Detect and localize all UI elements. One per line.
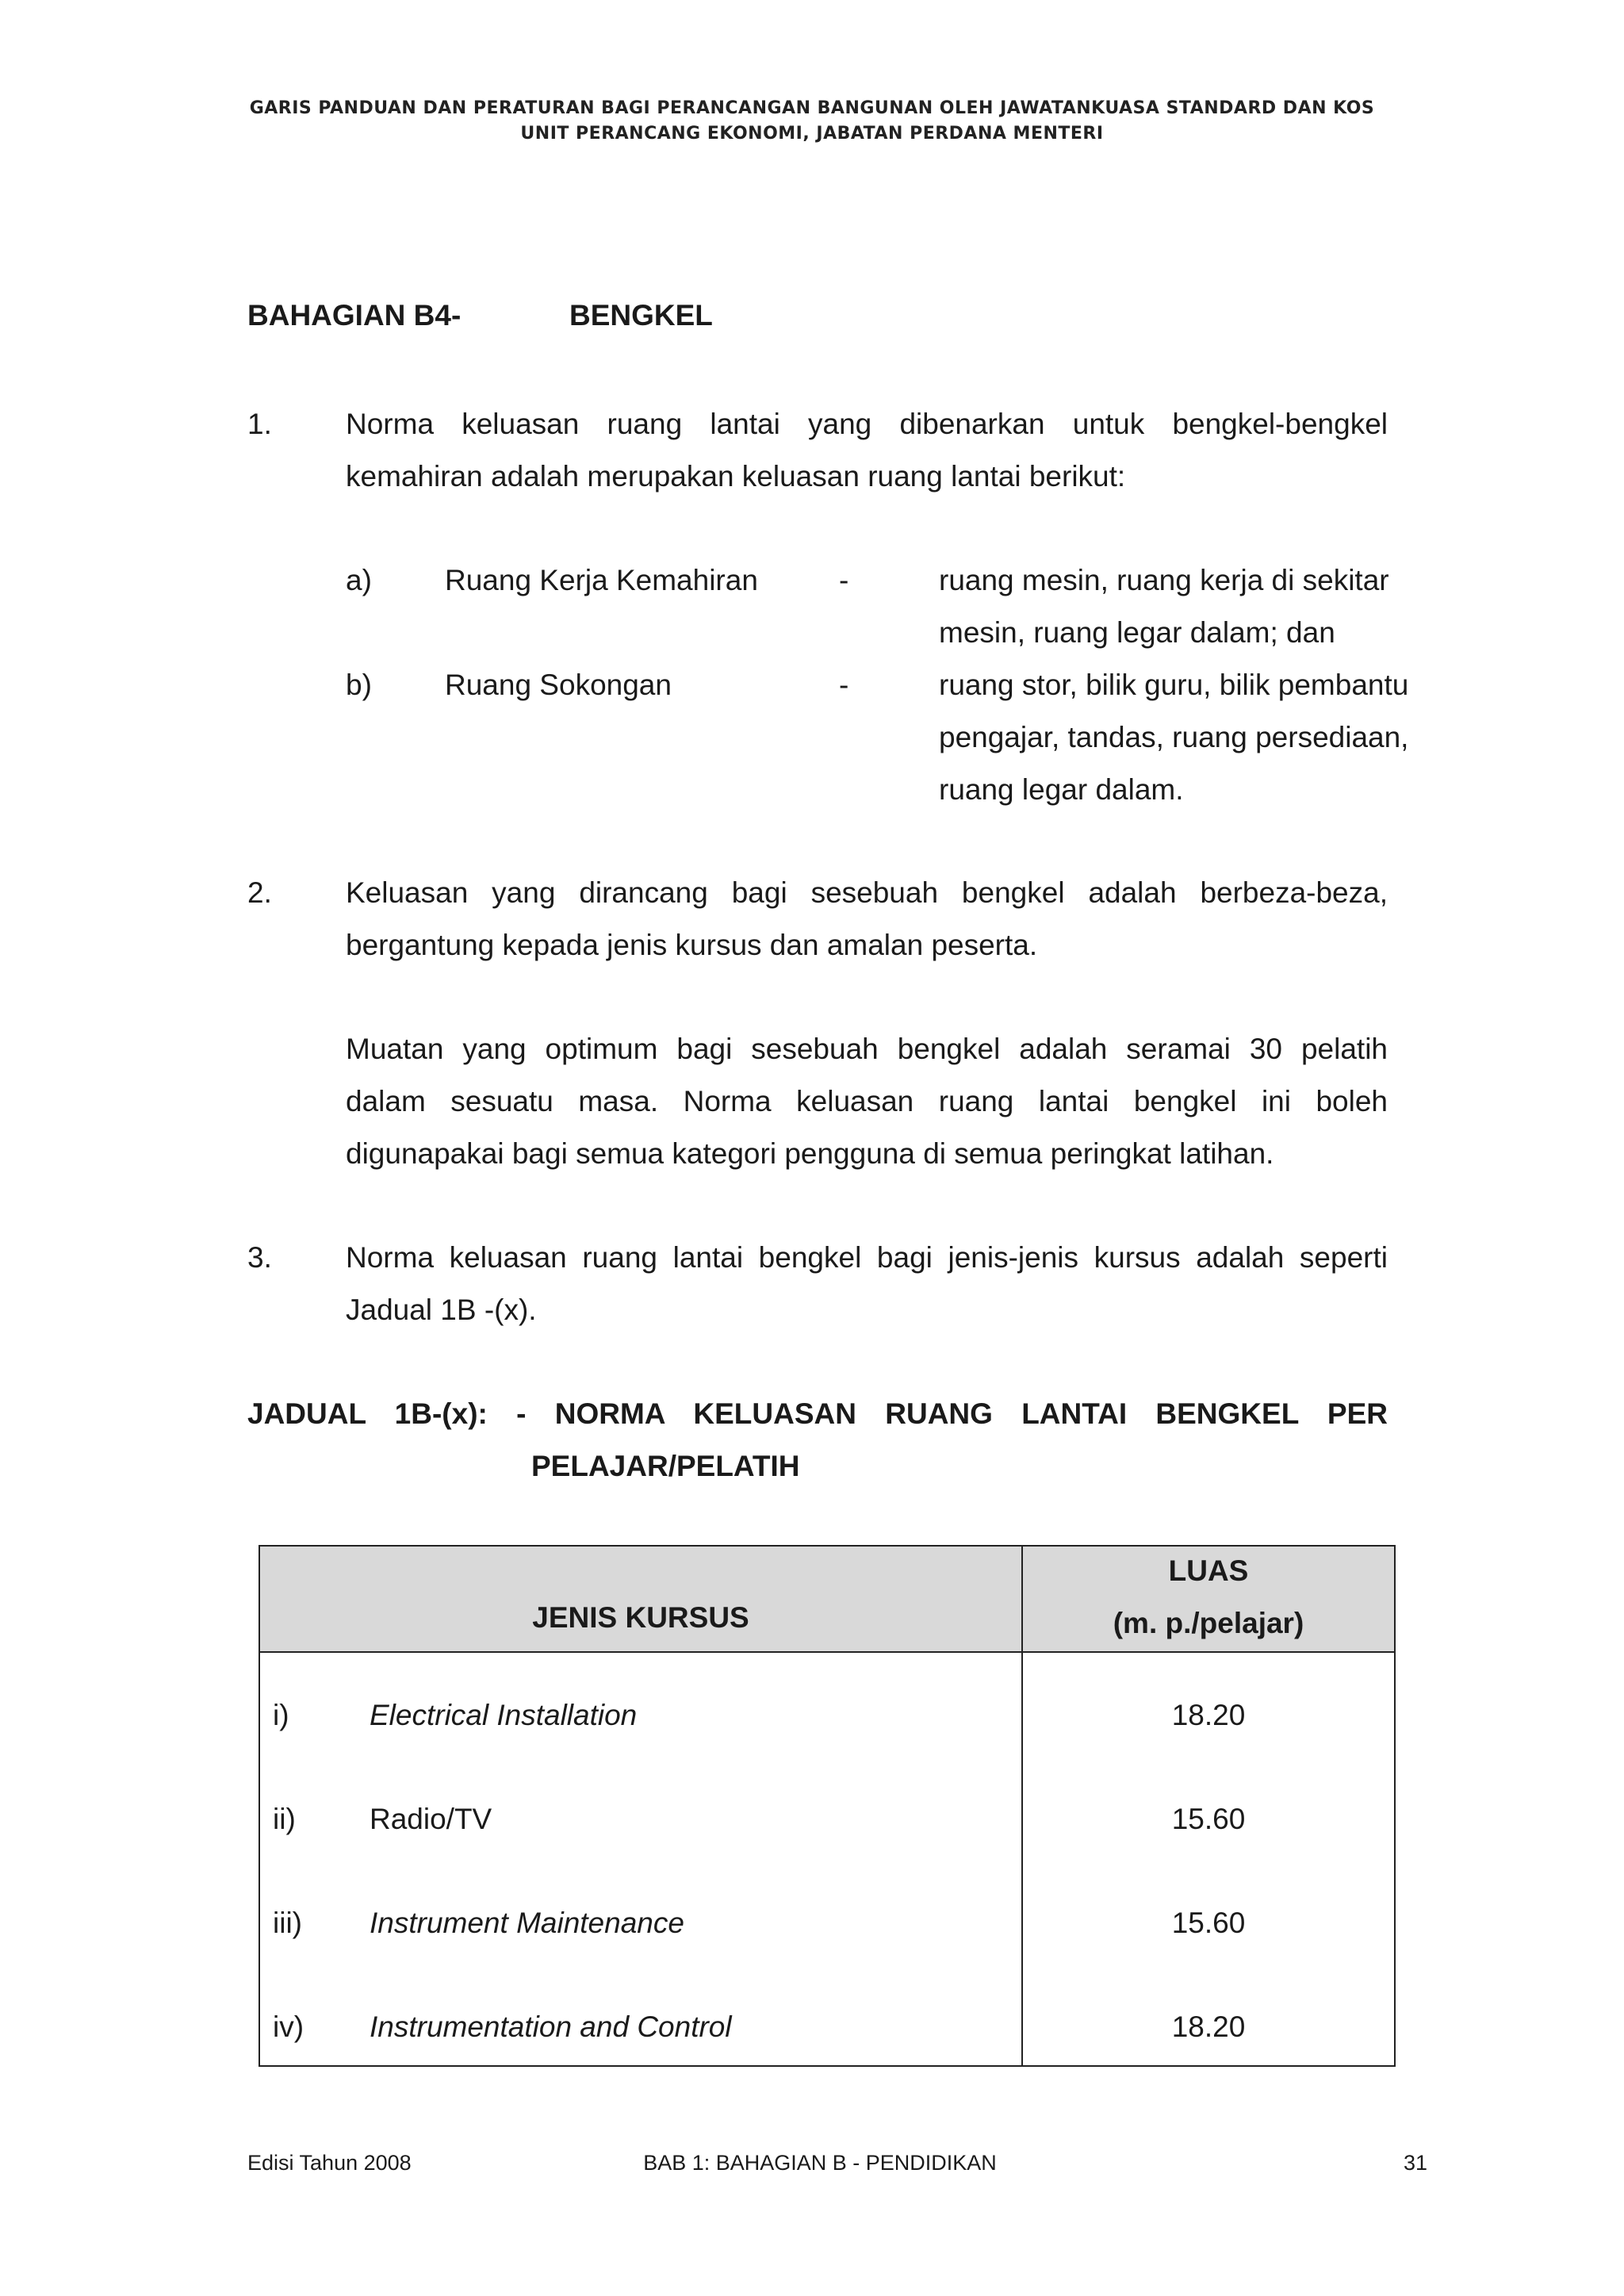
footer-chapter: BAB 1: BAHAGIAN B - PENDIDIKAN (643, 2151, 997, 2175)
sublist-desc-line: pengajar, tandas, ruang persediaan, (939, 721, 1409, 753)
course-area-table (259, 1545, 1396, 2067)
sublist-desc-line: mesin, ruang legar dalam; dan (939, 616, 1335, 649)
running-header-line-1: GARIS PANDUAN DAN PERATURAN BAGI PERANCANGAN BANGUNAN OLEH JAWATANKUASA STANDARD DAN KOS (249, 98, 1375, 118)
sublist-dash: - (839, 564, 849, 596)
sublist-desc-line: ruang legar dalam. (939, 773, 1184, 806)
row-course-name: Electrical Installation (370, 1699, 638, 1731)
item-2-text (346, 867, 1388, 972)
sublist-letter: a) (346, 564, 372, 596)
running-header-line-2: UNIT PERANCANG EKONOMI, JABATAN PERDANA MENTERI (520, 124, 1104, 144)
row-number: iv) (273, 2010, 304, 2043)
item-number: 2. (247, 876, 272, 909)
text-line: Muatan yang optimum bagi sesebuah bengkel adalah seramai 30 pelatih (346, 1033, 1388, 1065)
header-jenis-kursus: JENIS KURSUS (532, 1601, 749, 1634)
item-number: 1. (247, 408, 272, 440)
row-course-name: Radio/TV (370, 1803, 492, 1835)
row-number: i) (273, 1699, 289, 1731)
sublist-label: Ruang Sokongan (445, 669, 672, 701)
sublist-label: Ruang Kerja Kemahiran (445, 564, 758, 596)
row-area-value: 15.60 (1171, 1803, 1246, 1835)
item-3-text (346, 1232, 1388, 1336)
row-area-value: 18.20 (1171, 1699, 1246, 1731)
row-area-value: 15.60 (1171, 1907, 1246, 1939)
header-luas-unit: (m. p./pelajar) (1113, 1607, 1304, 1639)
row-area-value: 18.20 (1171, 2010, 1246, 2043)
sublist-desc-line: ruang stor, bilik guru, bilik pembantu (939, 669, 1409, 701)
header-luas: LUAS (1168, 1554, 1249, 1587)
sublist-dash: - (839, 669, 849, 701)
text-line: Keluasan yang dirancang bagi sesebuah bengkel adalah berbeza-beza, (346, 876, 1388, 909)
row-course-name: Instrumentation and Control (370, 2010, 732, 2043)
text-line: dalam sesuatu masa. Norma keluasan ruang lantai bengkel ini boleh (346, 1085, 1388, 1117)
section-title: BENGKEL (569, 299, 713, 332)
footer-edition: Edisi Tahun 2008 (247, 2151, 412, 2175)
table-title-line-1: JADUAL 1B-(x): - NORMA KELUASAN RUANG LANTAI BENGKEL PER (247, 1397, 1388, 1430)
row-number: ii) (273, 1803, 296, 1835)
table-title-line-2: PELAJAR/PELATIH (531, 1450, 800, 1482)
text-line: Jadual 1B -(x). (346, 1294, 537, 1326)
item-2-paragraph (346, 1023, 1388, 1180)
text-line: kemahiran adalah merupakan keluasan ruang lantai berikut: (346, 460, 1126, 493)
item-number: 3. (247, 1241, 272, 1274)
text-line: bergantung kepada jenis kursus dan amalan peserta. (346, 929, 1038, 961)
footer-page-number: 31 (1403, 2151, 1427, 2175)
row-course-name: Instrument Maintenance (370, 1907, 684, 1939)
sublist-desc-line: ruang mesin, ruang kerja di sekitar (939, 564, 1389, 596)
text-line: Norma keluasan ruang lantai bengkel bagi jenis-jenis kursus adalah seperti (346, 1241, 1388, 1274)
row-number: iii) (273, 1907, 302, 1939)
section-code: BAHAGIAN B4- (247, 299, 462, 332)
sublist-letter: b) (346, 669, 372, 701)
table-title (247, 1388, 1388, 1440)
item-1-text (346, 398, 1388, 503)
text-line: Norma keluasan ruang lantai yang dibenarkan untuk bengkel-bengkel (346, 408, 1388, 440)
text-line: digunapakai bagi semua kategori pengguna di semua peringkat latihan. (346, 1137, 1274, 1170)
